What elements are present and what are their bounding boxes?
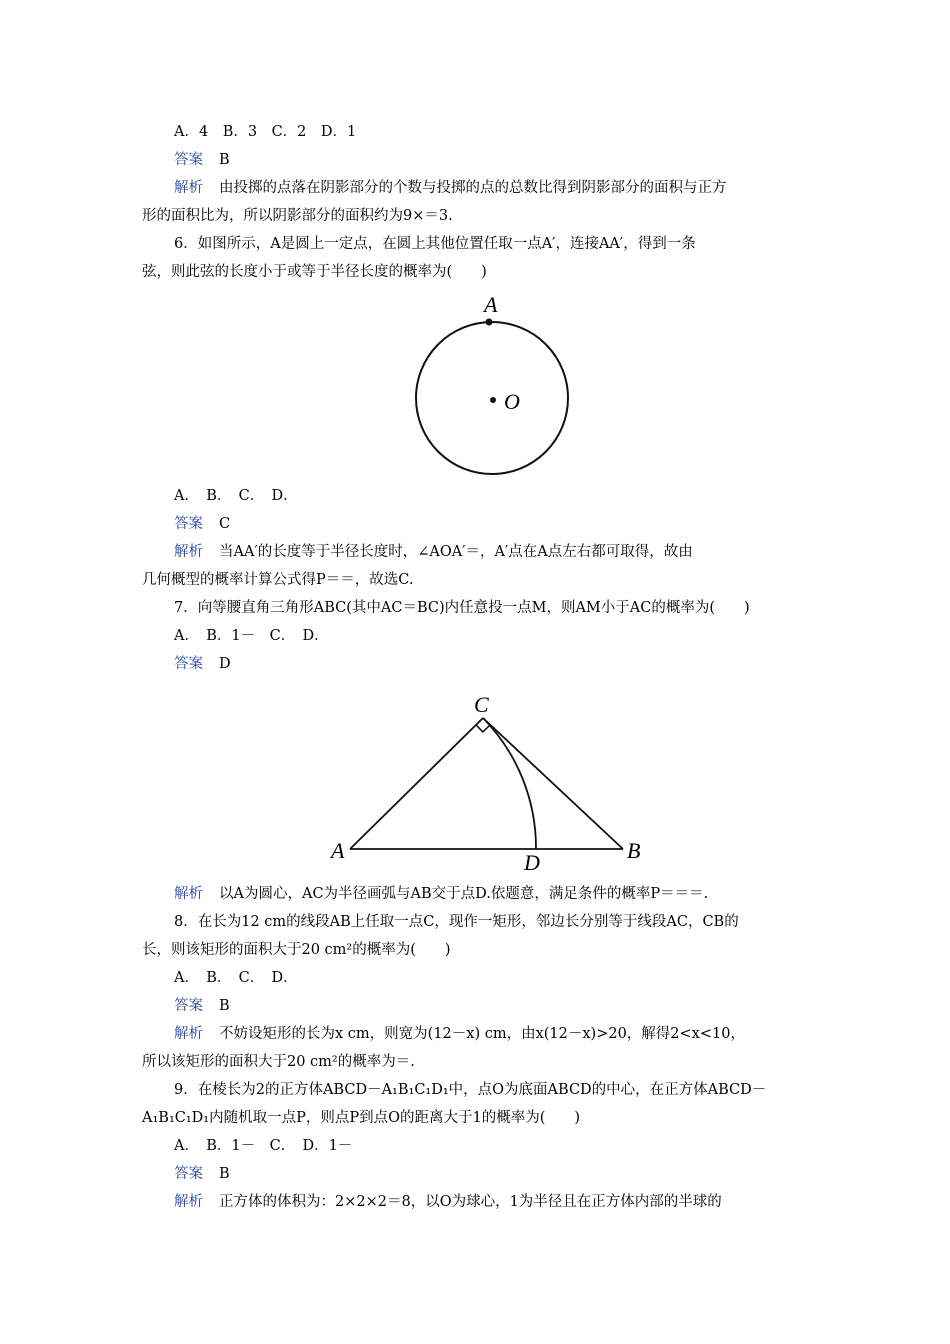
line-options-q5: A．4 B．3 C．2 D．1 (174, 124, 357, 140)
circle-figure (402, 288, 582, 480)
label-c: C (474, 692, 489, 717)
line-answer-q9: 答案 B (174, 1166, 230, 1182)
line-options-q9: A． B．1－ C． D．1－ (174, 1138, 353, 1154)
line-answer-q6: 答案 C (174, 516, 231, 532)
label-b: B (627, 838, 641, 863)
line-analysis-q9: 解析 正方体的体积为：2×2×2＝8，以O为球心，1为半径且在正方体内部的半球的 (174, 1194, 722, 1210)
line-question-8-cont: 长，则该矩形的面积大于20 cm²的概率为( ) (142, 942, 451, 958)
line-analysis-q6-cont: 几何概型的概率计算公式得P＝＝，故选C. (142, 572, 414, 588)
line-analysis-q5-cont: 形的面积比为，所以阴影部分的面积约为9×＝3. (142, 208, 453, 224)
line-analysis-q6: 解析 当AA′的长度等于半径长度时，∠AOA′＝，A′点在A点左右都可取得，故由 (174, 544, 693, 560)
label-a: A (484, 292, 498, 317)
point-a-dot (486, 319, 493, 326)
line-options-q7: A． B．1－ C． D． (174, 628, 329, 644)
point-o-dot (490, 397, 496, 403)
line-answer-q7: 答案 D (174, 656, 231, 672)
line-answer-q8: 答案 B (174, 998, 230, 1014)
label-d: D (524, 850, 540, 875)
label-o: O (504, 389, 520, 414)
line-answer-q5: 答案 B (174, 152, 230, 168)
line-question-7: 7．向等腰直角三角形ABC(其中AC＝BC)内任意投一点M，则AM小于AC的概率为( ) (174, 600, 750, 616)
line-question-6: 6．如图所示，A是圆上一定点，在圆上其他位置任取一点A′，连接AA′，得到一条 (174, 236, 696, 252)
line-analysis-q8-cont: 所以该矩形的面积大于20 cm²的概率为＝. (142, 1054, 415, 1070)
line-question-6-cont: 弦，则此弦的长度小于或等于半径长度的概率为( ) (142, 264, 487, 280)
line-options-q8: A． B． C． D． (174, 970, 298, 986)
figure-background (323, 680, 661, 876)
line-options-q6: A． B． C． D． (174, 488, 298, 504)
line-analysis-q7: 解析 以A为圆心，AC为半径画弧与AB交于点D.依题意，满足条件的概率P＝＝＝. (174, 886, 709, 902)
line-analysis-q8: 解析 不妨设矩形的长为x cm，则宽为(12－x) cm，由x(12－x)>20，解得2<x<10， (174, 1026, 745, 1042)
line-question-9: 9．在棱长为2的正方体ABCD－A₁B₁C₁D₁中，点O为底面ABCD的中心，在正方体ABCD－ (174, 1082, 767, 1098)
line-analysis-q5: 解析 由投掷的点落在阴影部分的个数与投掷的点的总数比得到阴影部分的面积与正方 (174, 180, 727, 196)
line-question-9-cont: A₁B₁C₁D₁内随机取一点P，则点P到点O的距离大于1的概率为( ) (142, 1110, 581, 1126)
label-a: A (331, 838, 345, 863)
triangle-figure (323, 680, 661, 876)
line-question-8: 8．在长为12 cm的线段AB上任取一点C，现作一矩形，邻边长分别等于线段AC，CB的 (174, 914, 739, 930)
